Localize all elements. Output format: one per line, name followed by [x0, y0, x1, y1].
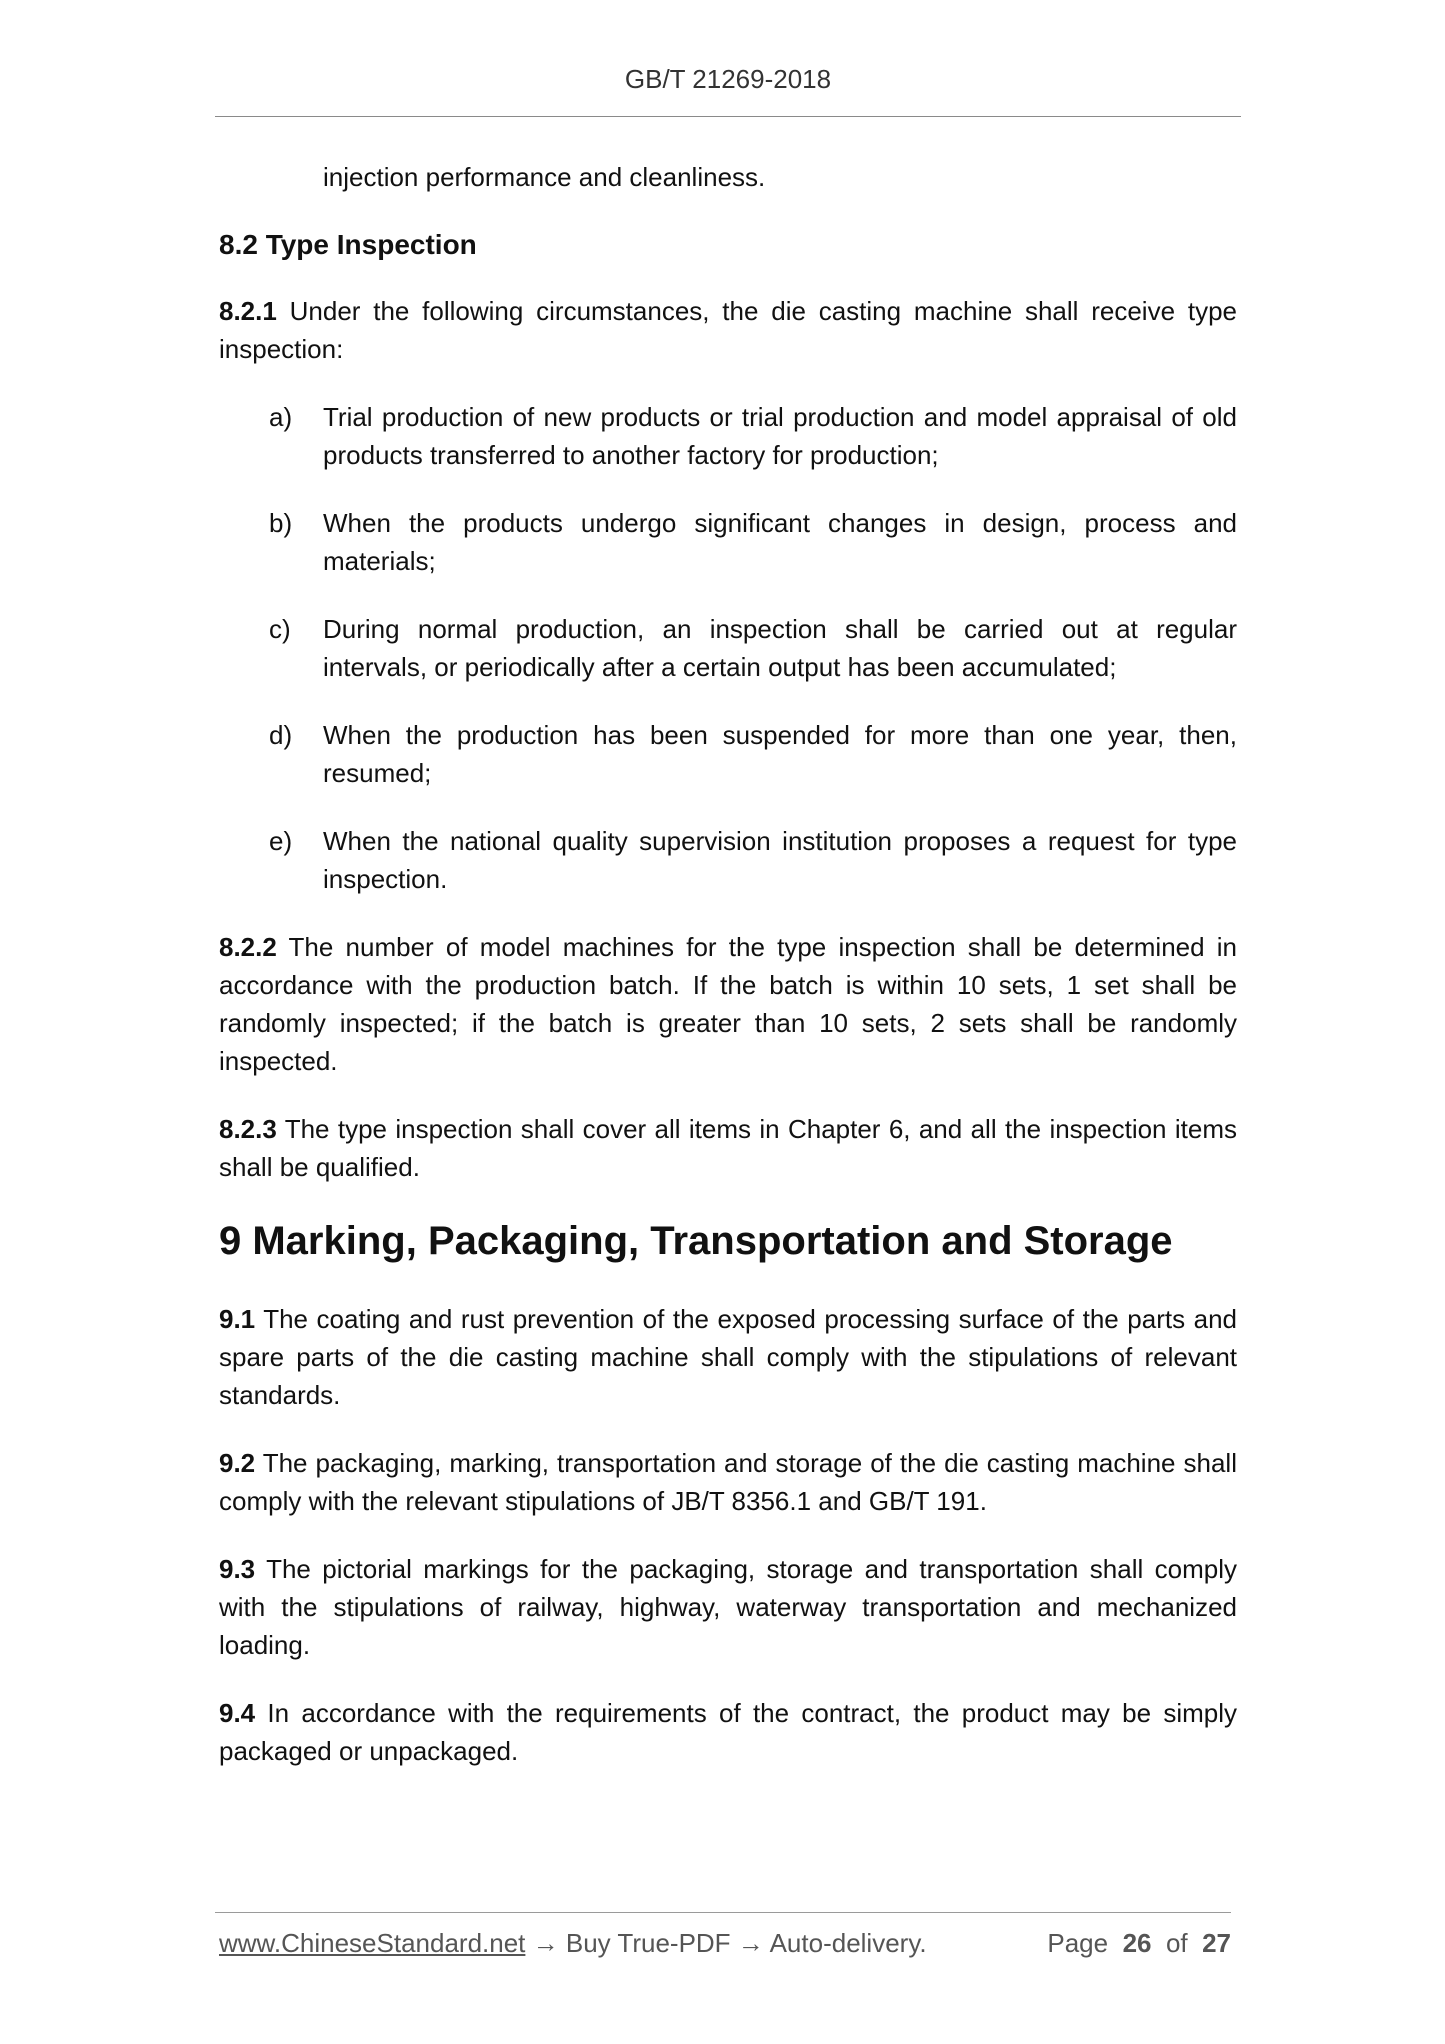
clause-8-2-3 [219, 1110, 1237, 1186]
clause-text: Under the following circumstances, the die casting machine shall receive type inspection: [219, 296, 1237, 364]
clause-text: In accordance with the requirements of the contract, the product may be simply packaged or unpackaged. [219, 1698, 1237, 1766]
list-item [219, 716, 1237, 792]
continuation-text: injection performance and cleanliness. [323, 162, 766, 192]
list-item-text: When the production has been suspended for more than one year, then, resumed; [323, 720, 1237, 788]
buy-true-pdf-text: Buy True-PDF [565, 1928, 731, 1958]
total-pages: 27 [1202, 1928, 1231, 1958]
list-marker: b) [269, 508, 293, 538]
current-page: 26 [1122, 1928, 1152, 1958]
page-header-title: GB/T 21269-2018 [624, 64, 832, 94]
clause-number: 9.4 [219, 1698, 256, 1728]
clause-number: 9.1 [219, 1304, 256, 1334]
clause-8-2-2 [219, 928, 1237, 1080]
clause-number: 8.2.2 [219, 932, 277, 962]
list-item-text: When the products undergo significant changes in design, process and materials; [323, 508, 1237, 576]
clause-text: The pictorial markings for the packaging, storage and transportation shall comply with the stipulations of railway, highway, waterway transportation and mechanized loading. [219, 1554, 1237, 1660]
list-marker: c) [269, 614, 291, 644]
list-marker: d) [269, 720, 293, 750]
list-item [219, 822, 1237, 898]
list-item-text: Trial production of new products or trial production and model appraisal of old products transferred to another factory for production; [323, 402, 1237, 470]
arrow-right-icon: → [730, 1928, 770, 1958]
footer-promo [219, 1928, 927, 1959]
clause-number: 9.2 [219, 1448, 256, 1478]
list-marker: a) [269, 402, 293, 432]
clause-9-3 [219, 1550, 1237, 1664]
clause-text: The coating and rust prevention of the exposed processing surface of the parts and spare parts of the die casting machine shall comply with the stipulations of relevant standards. [219, 1304, 1237, 1410]
footer-divider [215, 1912, 1231, 1913]
page-label: Page [1047, 1928, 1109, 1958]
clause-text: The number of model machines for the type inspection shall be determined in accordance with the production batch. If the batch is within 10 sets, 1 set shall be randomly inspected; if the batch is greater than 10 sets, 2 sets shall be randomly inspected. [219, 932, 1237, 1076]
section-heading-8-2: 8.2 Type Inspection [219, 229, 477, 260]
page-number [1047, 1928, 1231, 1959]
page-content [219, 158, 1237, 1800]
list-item-text: When the national quality supervision institution proposes a request for type inspection. [323, 826, 1237, 894]
clause-9-1 [219, 1300, 1237, 1414]
clause-9-4 [219, 1694, 1237, 1770]
clause-number: 9.3 [219, 1554, 256, 1584]
clause-text: The packaging, marking, transportation and storage of the die casting machine shall comply with the relevant stipulations of JB/T 8356.1 and GB/T 191. [219, 1448, 1237, 1516]
website-link[interactable]: www.ChineseStandard.net [219, 1928, 526, 1958]
list-item [219, 398, 1237, 474]
clause-8-2-1 [219, 292, 1237, 368]
arrow-right-icon: → [525, 1928, 566, 1958]
clause-text: The type inspection shall cover all items in Chapter 6, and all the inspection items shall be qualified. [219, 1114, 1237, 1182]
header-divider [215, 116, 1241, 117]
auto-delivery-text: Auto-delivery. [769, 1928, 927, 1958]
list-marker: e) [269, 826, 293, 856]
list-item-text: During normal production, an inspection shall be carried out at regular intervals, or periodically after a certain output has been accumulated; [323, 614, 1237, 682]
list-item [219, 610, 1237, 686]
clause-9-2 [219, 1444, 1237, 1520]
clause-number: 8.2.1 [219, 296, 277, 326]
circumstances-list [219, 398, 1237, 898]
clause-number: 8.2.3 [219, 1114, 277, 1144]
chapter-heading-9: 9 Marking, Packaging, Transportation and Storage [219, 1219, 1173, 1263]
list-item [219, 504, 1237, 580]
of-label: of [1165, 1928, 1188, 1958]
